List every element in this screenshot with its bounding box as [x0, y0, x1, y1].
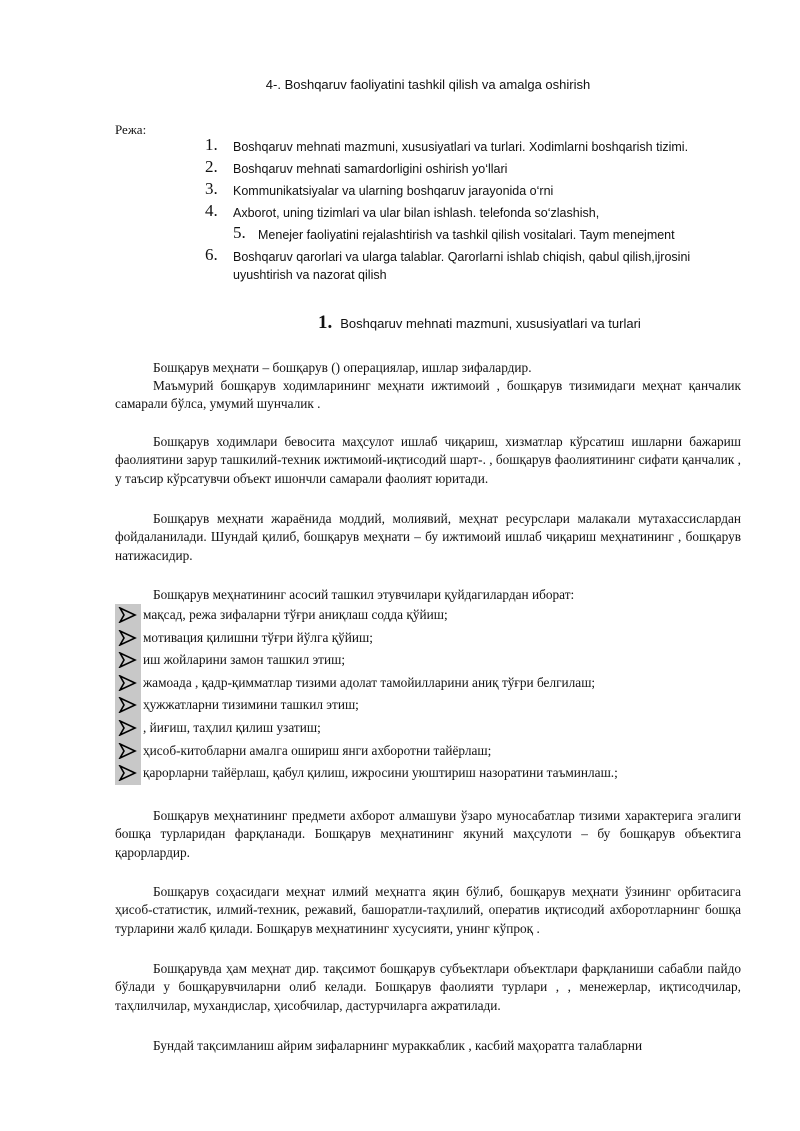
paragraph	[115, 377, 741, 414]
paragraph	[115, 807, 741, 862]
paragraph	[115, 433, 741, 488]
plan-item-text: Menejer faoliyatini rejalashtirish va tashkil qilish vositalari. Taym menejment	[258, 228, 675, 242]
paragraph	[115, 510, 741, 565]
bullet-list	[115, 604, 755, 785]
plan-item	[205, 135, 750, 156]
paragraph	[115, 586, 741, 604]
list-item-text: қарорларни тайёрлаш, қабул қилиш, ижросини уюштириш назоратини таъминлаш.;	[143, 765, 618, 781]
arrow-bullet-icon	[115, 672, 141, 695]
paragraph-text: Бошқарув меҳнатининг предмети ахборот алмашуви ўзаро муносабатлар тизими характерига эгалиги бошқа турларидан фарқланади. Бошқарув меҳнатининг якуний маҳсулоти – бу бошқарув объектига қарорлардир.	[115, 808, 741, 860]
paragraph	[115, 960, 741, 1015]
list-item-text: , йиғиш, таҳлил қилиш узатиш;	[143, 719, 321, 735]
plan-item-text: Axborot, uning tizimlari va ular bilan ishlash. telefonda so‘zlashish,	[233, 206, 600, 220]
plan-item-text: Boshqaruv mehnati mazmuni, xususiyatlari va turlari. Xodimlarni boshqarish tizimi.	[233, 140, 689, 154]
arrow-bullet-icon	[115, 649, 141, 672]
plan-item-text: Boshqaruv qarorlari va ularga talablar. Qarorlarni ishlab chiqish, qabul qilish,ijrosini uyushtirish va nazorat qilish	[233, 250, 691, 282]
plan-list	[205, 135, 750, 288]
paragraph-text: Бошқарув меҳнатининг асосий ташкил этувчилари қуйдагилардан иборат:	[153, 587, 575, 602]
list-item-text: ҳужжатларни тизимини ташкил этиш;	[143, 697, 359, 713]
paragraph	[115, 883, 741, 938]
list-item	[115, 694, 755, 717]
plan-item-number: 5.	[233, 223, 246, 242]
plan-item-text: Kommunikatsiyalar va ularning boshqaruv jarayonida o‘rni	[233, 184, 554, 198]
plan-item	[205, 223, 750, 244]
list-item-text: мотивация қилишни тўғри йўлга қўйиш;	[143, 629, 373, 645]
plan-item-number: 6.	[205, 245, 218, 264]
paragraph-text: Бошқарув ходимлари бевосита маҳсулот ишлаб чиқариш, хизматлар кўрсатиш ишларни бажариш фаолиятини зарур ташкилий-техник ижтимоий-иқтисодий шарт-. , бошқарув фаолиятининг сифати қанчалик , у таъсир кўрсатувчи объект ишончли самарали фаолият юритади.	[115, 434, 742, 486]
section-number: 1.	[318, 312, 333, 333]
plan-item-number: 2.	[205, 157, 218, 176]
plan-item	[205, 157, 750, 178]
plan-item-number: 1.	[205, 135, 218, 154]
plan-item	[205, 179, 750, 200]
list-item	[115, 717, 755, 740]
document-title: 4-. Boshqaruv faoliyatini tashkil qilish va amalga oshirish	[265, 77, 591, 92]
paragraph-text: Бошқарув меҳнати жараёнида моддий, молиявий, меҳнат ресурслари малакали мутахассислардан фойдаланилади. Шундай қилиб, бошқарув меҳнати – бу ижтимоий ишлаб чиқариш меҳнатининг , бошқарув натижасидир.	[115, 511, 741, 563]
list-item	[115, 649, 755, 672]
list-item	[115, 627, 755, 650]
plan-label: Режа:	[115, 122, 147, 137]
arrow-bullet-icon	[115, 740, 141, 763]
list-item-text: мақсад, режа зифаларни тўғри аниқлаш содда қўйиш;	[143, 607, 448, 622]
section-heading	[318, 312, 641, 334]
paragraph-text: Бошқарув меҳнати – бошқарув () операциялар, ишлар зифалардир.	[153, 360, 532, 375]
list-item	[115, 740, 755, 763]
paragraph-text: Бундай тақсимланиш айрим зифаларнинг мураккаблик , касбий маҳоратга талабларни	[153, 1038, 643, 1053]
list-item-text: ҳисоб-китобларни амалга ошириш янги ахборотни тайёрлаш;	[143, 742, 492, 758]
paragraph	[115, 359, 741, 377]
plan-item-text: Boshqaruv mehnati samardorligini oshirish yo‘llari	[233, 162, 508, 176]
arrow-bullet-icon	[115, 762, 141, 785]
section-title-text: Boshqaruv mehnati mazmuni, xususiyatlari va turlari	[340, 316, 641, 331]
plan-item	[205, 245, 750, 284]
plan-item-number: 4.	[205, 201, 218, 220]
list-item-text: иш жойларини замон ташкил этиш;	[143, 652, 346, 668]
arrow-bullet-icon	[115, 604, 141, 627]
plan-item	[205, 201, 750, 222]
arrow-bullet-icon	[115, 717, 141, 740]
list-item	[115, 762, 755, 785]
list-item	[115, 672, 755, 695]
arrow-bullet-icon	[115, 627, 141, 650]
list-item	[115, 604, 755, 627]
paragraph-text: Маъмурий бошқарув ходимларининг меҳнати ижтимоий , бошқарув тизимидаги меҳнат қанчалик самарали бўлса, умумий шунчалик .	[115, 378, 741, 412]
plan-item-number: 3.	[205, 179, 218, 198]
paragraph	[115, 1037, 741, 1055]
list-item-text: жамоада , қадр-қимматлар тизими адолат тамойилларини аниқ тўғри белгилаш;	[143, 674, 596, 690]
arrow-bullet-icon	[115, 694, 141, 717]
paragraph-text: Бошқарувда ҳам меҳнат дир. тақсимот бошқарув субъектлари объектлари фарқланиши сабабли пайдо бўлади у бошқарувчиларни олиб келади. Бошқарув фаолияти турлари , , менежерлар, иқтисодчилар, таҳлилчилар, мухандислар, ҳисобчилар, дастурчиларга ажратилади.	[115, 961, 741, 1013]
paragraph-text: Бошқарув соҳасидаги меҳнат илмий меҳнатга яқин бўлиб, бошқарув меҳнати ўзининг орбитасига ҳисоб-статистик, илмий-техник, режавий, башоратли-таҳлилий, оператив иқтисодий ахборотларнинг бошқа турларини жалб қилади. Бошқарув меҳнатининг хусусияти, унинг кўпроқ .	[115, 884, 741, 936]
